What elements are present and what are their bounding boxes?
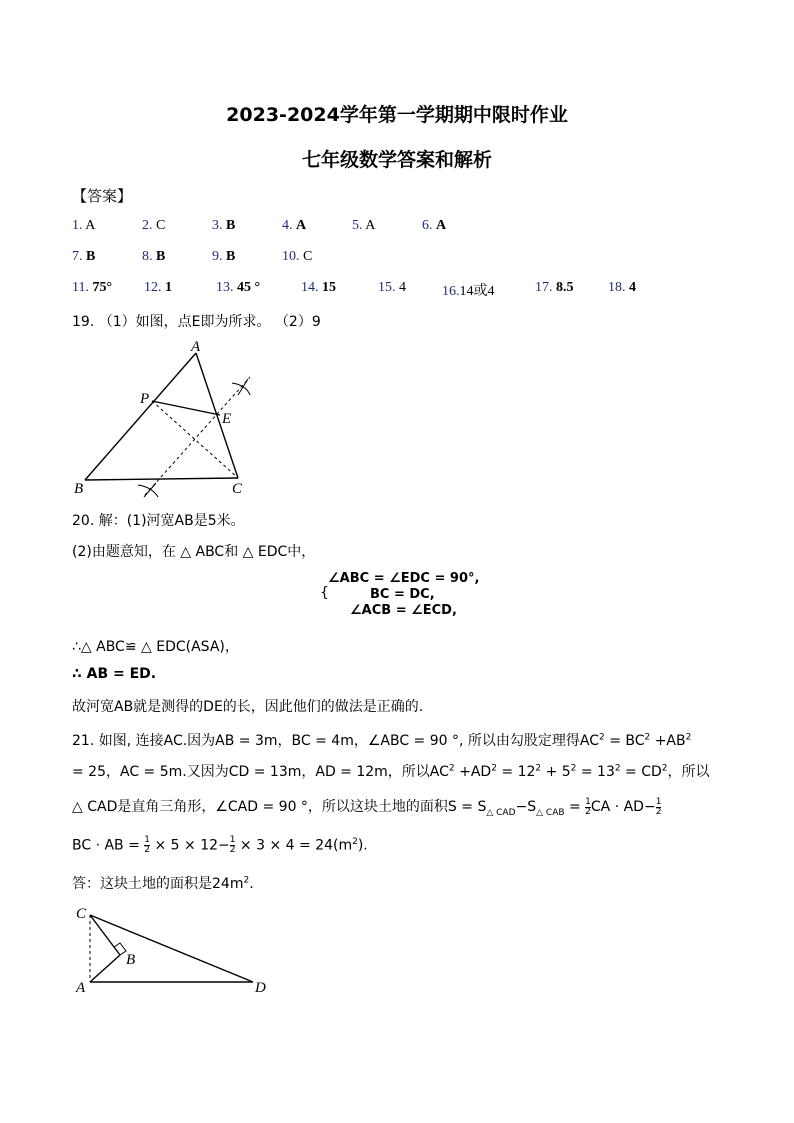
answer-item: 1. A [72,218,96,233]
fraction-half: $\frac{1}{2}$ [229,835,236,855]
answer-item: 14. 15 [301,280,336,295]
label-a: A [76,980,86,996]
q19-triangle-figure [60,335,260,505]
answer-item: 5. A [352,218,376,233]
answer-item: 11. 75° [72,280,113,295]
fraction-half: $\frac{1}{2}$ [585,796,591,817]
segment-ac [196,353,238,478]
answer-tag: 【答案】 [72,187,133,205]
q19-text: 19. （1）如图，点E即为所求。 （2）9 [72,314,321,330]
arc-tick-top [238,379,248,395]
answer-item: 4. A [282,218,307,233]
q21-para-3: △ CAD是直角三角形，∠CAD = 90 °，所以这块土地的面积$S = S_{\triangle CAD}-S_{\triangle CAB}$ = $\frac{1}{2}$ CA · AD− $\frac{1}{2}$ [72,796,662,818]
answer-item: 17. 8.5 [535,280,574,295]
answer-item: 6. A [422,218,447,233]
answer-item: 15. 4 [378,280,406,295]
answer-item: 2. C [142,218,166,233]
q20-condition-2: BC = DC, [370,587,435,602]
q20-line-5: 故河宽AB就是测得的DE的长，因此他们的做法是正确的. [72,699,424,715]
page-subtitle: 七年级数学答案和解析 [301,149,492,171]
label-e: E [222,411,232,427]
q20-line-3: ∴△ ABC≌ △ EDC(ASA)， [72,639,239,655]
label-d: D [255,980,266,996]
q21-para-4: BC · AB = $\frac{1}{2}$ × 5 × 12− $\frac{1}{2}$ × $3 \times 4 = 24(m^2)$. [72,835,368,855]
page-title: 2023-2024学年第一学期期中限时作业 [226,104,568,126]
label-a: A [191,339,201,355]
q21-answer: 答：这块土地的面积是$24m^2$. [72,875,254,892]
label-b: B [74,481,84,497]
q20-line-4: ∴ AB = ED. [72,666,157,682]
label-b: B [126,952,136,968]
arc-mark-top [232,383,250,395]
arc-tick-bottom [144,483,156,497]
answer-item: 3. B [212,218,236,233]
q21-para-1: 21. 如图, 连接AC.因为AB = 3m，BC = 4m，∠ABC = 90 °, 所以由勾股定理得$AC^2 = BC^2 +AB^2$ [72,732,692,749]
fraction-half: $\frac{1}{2}$ [144,835,151,855]
label-p: P [140,391,150,407]
segment-pe [152,401,220,415]
segment-bc [85,478,238,480]
answer-item: 18. 4 [608,280,636,295]
label-c: C [76,906,87,922]
answer-item: 10. C [282,249,313,264]
q21-land-figure [68,900,288,1000]
answer-item: 8. B [142,249,166,264]
perpendicular-bisector [145,377,250,495]
q20-line-2: (2)由题意知，在 △ ABC和 △ EDC中， [72,544,316,560]
answer-item: 9. B [212,249,236,264]
answer-item: 16.14或4 [442,284,495,299]
q20-brace: { [320,585,329,601]
segment-ab [90,955,120,982]
label-c: C [232,481,243,497]
answer-item: 13. 45 ° [216,280,261,295]
answer-item: 12. 1 [144,280,172,295]
fraction-half: $\frac{1}{2}$ [655,796,662,817]
q21-para-2: = 25，AC = 5m.又因为CD = 13m，AD = 12m，所以$AC^2 +AD^2 = 12^2 + 5^2 = 13^2 = CD^2$，所以 [72,763,710,780]
arc-mark-bottom [138,485,158,497]
q20-condition-1: ∠ABC = ∠EDC = 90°, [328,571,480,586]
segment-ab [85,353,196,480]
answer-item: 7. B [72,249,96,264]
q20-line-1: 20. 解：(1)河宽AB是5米。 [72,513,245,529]
q20-condition-3: ∠ACB = ∠ECD, [350,603,457,618]
